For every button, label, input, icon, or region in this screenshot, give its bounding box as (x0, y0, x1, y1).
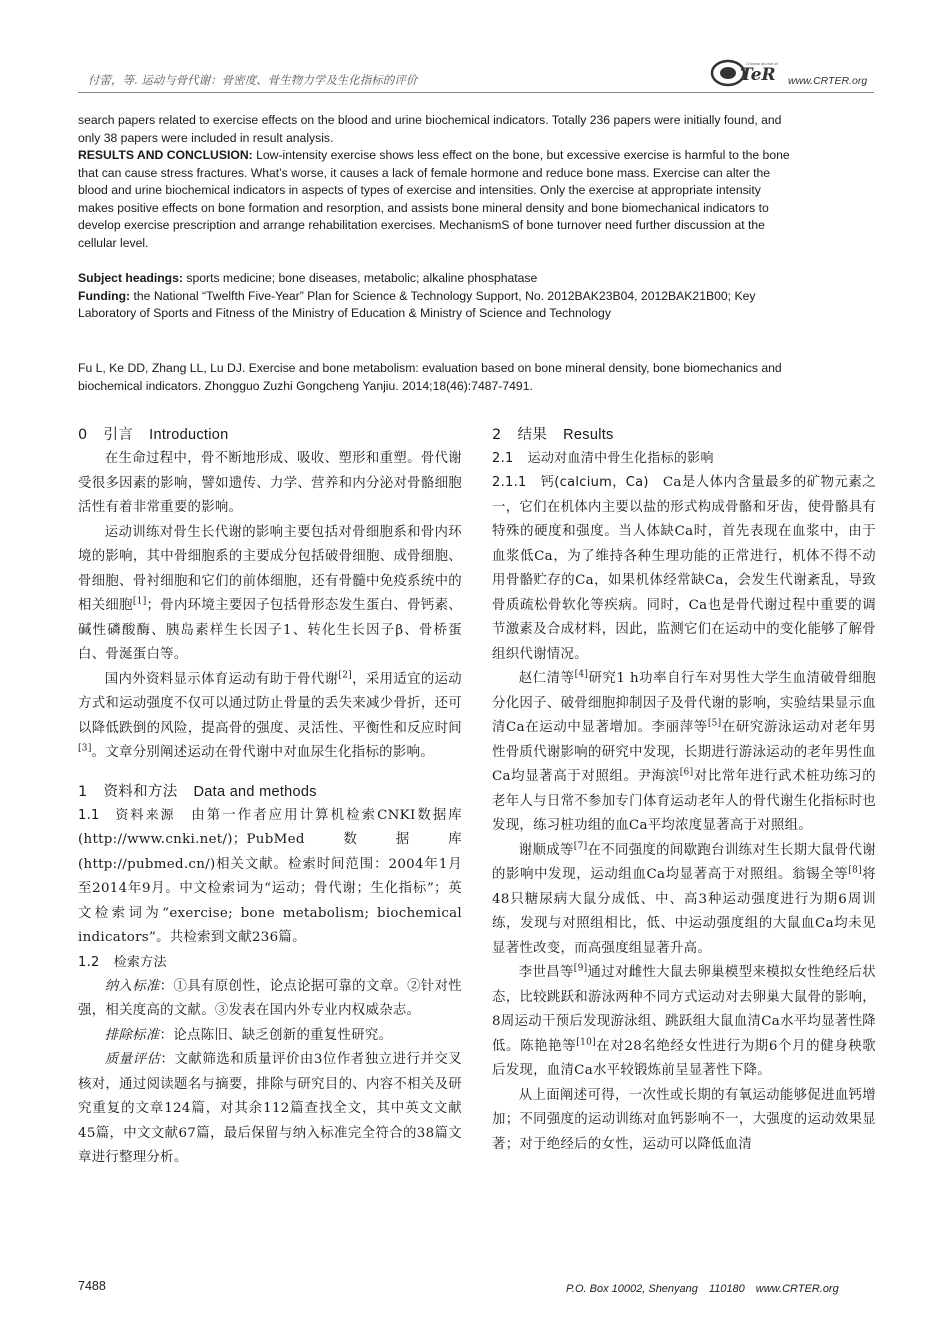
results-paragraph-2: 赵仁清等[4]研究1 h功率自行车对男性大学生血清破骨细胞分化因子、破骨细胞抑制因子及骨代谢的影响，实验结果显示血清Ca在运动中显著增加。李丽萍等[5]在研究游泳运动对老年男性骨质代谢影响的研究中发现，长期进行游泳运动的老年男性血Ca均显著高于对照组。尹海滨[6]对比常年进行武术桩功练习的老年人与日常不参加专门体育运动老年人的骨代谢生化指标时也发现，练习桩功组的血Ca平均浓度显著高于对照组。 (492, 669, 876, 833)
section-2-heading: 2 结果 Results (492, 427, 614, 443)
section-2-1-1: 2.1.1 钙(calcium，Ca) Ca是人体内含量最多的矿物元素之一，它们在机体内主要以盐的形式构成骨骼和牙齿，使骨骼具有特殊的硬度和强度。当人体缺Ca时，首先表现在血浆中，由于血浆低Ca，为了维持各种生理功能的正常进行，机体不得不动用骨骼贮存的Ca，如果机体经常缺Ca，会发生代谢紊乱，导致骨质疏松骨软化等疾病。同时，Ca也是骨代谢过程中重要的调节激素及合成材料，因此，监测它们在运动中的变化能够了解骨组织代谢情况。 (492, 475, 876, 662)
exclusion-criteria: 排除标准：论点陈旧、缺乏创新的重复性研究。 (104, 1027, 393, 1043)
subject-funding (78, 270, 798, 323)
header-url: www.CRTER.org (788, 75, 868, 87)
running-title: 付蕾，等. 运动与骨代谢：骨密度、骨生物力学及生化指标的评价 (88, 73, 418, 87)
abstract-methods-tail: search papers related to exercise effects on the blood and urine biochemical indicators. Totally 236 papers were initially found, and only 38 papers were included in result analysis. (78, 113, 782, 145)
inclusion-criteria: 纳入标准：①具有原创性，论点论据可靠的文章。②针对性强，相关度高的文献。③发表在国内外专业内权威杂志。 (78, 978, 462, 1018)
results-paragraph-5: 从上面阐述可得，一次性或长期的有氧运动能够促进血钙增加；不同强度的运动训练对血钙影响不一，大强度的运动效果显著；对于绝经后的女性，运动可以降低血清 (492, 1087, 876, 1152)
citation (78, 360, 798, 395)
section-1-1: 1.1 资料来源 由第一作者应用计算机检索CNKI数据库(http://www.cnki.net/)；PubMed数据库(http://pubmed.cn/)相关文献。检索时间范围：2004年1月至2014年9月。中文检索词为“运动；骨代谢；生化指标”；英文检索词为“exercise; bone metabolism; biochemical indicators”。共检索到文献236篇。 (78, 807, 462, 945)
subject-label: Subject headings: (78, 271, 183, 285)
ref-1: [1] (132, 596, 147, 607)
section-2-1-heading: 2.1 运动对血清中骨生化指标的影响 (492, 451, 714, 466)
right-column (492, 423, 876, 1157)
svg-text:Chinese Journal of: Chinese Journal of (746, 62, 778, 66)
quality-assessment: 质量评估：文献筛选和质量评价由3位作者独立进行并交叉核对，通过阅读题名与摘要，排除与研究目的、内容不相关及研究重复的文章124篇，对其余112篇查找全文，其中英文文献45篇，中文文献67篇，最后保留与纳入标准完全符合的38篇文章进行整理分析。 (78, 1052, 462, 1165)
intro-paragraph-3: 国内外资料显示体育运动有助于骨代谢[2]，采用适宜的运动方式和运动强度不仅可以通过防止骨量的丢失来减少骨折，还可以降低跌倒的风险，提高骨的强度、灵活性、平衡性和反应时间[3]。文章分别阐述运动在骨代谢中对血尿生化指标的影响。 (78, 670, 462, 760)
citation-text: Fu L, Ke DD, Zhang LL, Lu DJ. Exercise and bone metabolism: evaluation based on bone mineral density, bone biomechanics and biochemical indicators. Zhongguo Zuzhi Gongcheng Yanjiu. 2014;18(46):7487-7491. (78, 361, 782, 393)
section-1-2-heading: 1.2 检索方法 (78, 954, 167, 970)
subject-headings (78, 270, 798, 288)
results-text: Low-intensity exercise shows less effect on the bone, but excessive exercise is harmful to the bone that can cause stress fractures. What’s worse, it causes a lack of female hormone and reduce bone mass. Exercise can alter the blood and urine biochemical indicators in aspects of types of exercise and intensities. Only the exercise at appropriate intensity makes positive effects on bone formation and resorption, and assists bone mineral density and bone biomechanical indicators to develop exercise prescription and arrange rehabilitation exercises. MechanismS of bone turnover need further discussion at the cellular level. (78, 148, 790, 250)
journal-logo (710, 58, 782, 88)
funding-label: Funding: (78, 288, 131, 303)
ref-2: [2] (338, 670, 353, 681)
section-1-heading: 1 资料和方法 Data and methods (78, 783, 317, 800)
results-paragraph-3: 谢顺成等[7]在不同强度的间歇跑台训练对生长期大鼠骨代谢的影响中发现，运动组血Ca均显著高于对照组。翁锡全等[8]将48只糖尿病大鼠分成低、中、高3种运动强度进行为期6周训练，发现与对照组相比，低、中运动强度组的大鼠血Ca均未见显著性改变，而高强度组显著升高。 (492, 841, 876, 956)
abstract-results-paragraph (78, 147, 798, 252)
intro-paragraph-2: 运动训练对骨生长代谢的影响主要包括对骨细胞系和骨内环境的影响，其中骨细胞系的主要成分包括破骨细胞、成骨细胞、骨细胞、骨衬细胞和它们的前体细胞，还有骨髓中免疫系统中的相关细胞[1]；骨内环境主要因子包括骨形态发生蛋白、骨钙素、碱性磷酸酶、胰岛素样生长因子1、转化生长因子β、骨桥蛋白、骨涎蛋白等。 (78, 524, 462, 662)
abstract-results (78, 112, 798, 252)
footer-address: P.O. Box 10002, Shenyang 110180 www.CRTER.org (566, 1283, 839, 1295)
ref-3: [3] (78, 743, 92, 754)
subject-text: sports medicine; bone diseases, metabolic; alkaline phosphatase (182, 271, 538, 285)
left-column (78, 423, 462, 1171)
results-label: RESULTS AND CONCLUSION: (78, 148, 253, 162)
page-number: 7488 (78, 1279, 106, 1293)
section-0-heading: 0 引言 Introduction (78, 427, 229, 443)
intro-paragraph-1: 在生命过程中，骨不断地形成、吸收、塑形和重塑。骨代谢受很多因素的影响，譬如遗传、力学、营养和内分泌对骨骼细胞活性有着非常重要的影响。 (78, 451, 462, 515)
funding-text: the National “Twelfth Five-Year” Plan for Science & Technology Support, No. 2012BAK23B04, 2012BAK21B00; Key Laboratory of Sports and Fitness of the Ministry of Education & Ministry of Science and Technology (78, 288, 756, 320)
header-rule (78, 92, 874, 93)
svg-text:TeR: TeR (740, 65, 776, 85)
funding (78, 288, 798, 323)
results-paragraph-4: 李世昌等[9]通过对雌性大鼠去卵巢模型来模拟女性绝经后状态，比较跳跃和游泳两种不同方式运动对去卵巢大鼠骨的影响，8周运动干预后发现游泳组、跳跃组大鼠血清Ca水平均显著性降低。陈艳艳等[10]在对28名绝经女性进行为期6个月的健身秧歌后发现，血清Ca水平较锻炼前呈显著性下降。 (492, 963, 876, 1078)
